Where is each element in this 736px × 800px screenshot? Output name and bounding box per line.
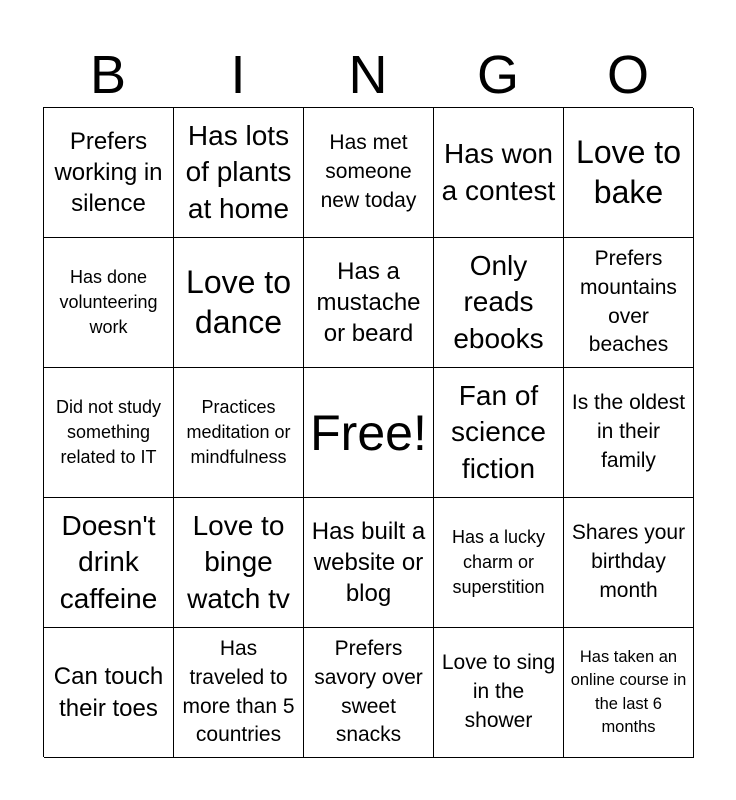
- bingo-cell[interactable]: [44, 498, 174, 628]
- cell-text: Has met someone new today: [320, 131, 417, 212]
- bingo-cell[interactable]: [44, 368, 174, 498]
- bingo-cell[interactable]: [564, 238, 694, 368]
- bingo-cell[interactable]: [564, 628, 694, 758]
- bingo-cell[interactable]: [564, 368, 694, 498]
- bingo-cell[interactable]: [564, 108, 694, 238]
- bingo-header: [43, 42, 693, 108]
- cell-text: Love to binge watch tv: [187, 509, 290, 614]
- bingo-cell[interactable]: [434, 368, 564, 498]
- bingo-cell[interactable]: [174, 498, 304, 628]
- cell-text: Love to sing in the shower: [441, 651, 556, 732]
- bingo-cell[interactable]: [304, 628, 434, 758]
- cell-text: Shares your birthday month: [571, 521, 686, 602]
- bingo-cell[interactable]: [304, 108, 434, 238]
- header-letter-g: G: [476, 45, 519, 105]
- bingo-grid: [43, 107, 693, 757]
- header-letter-o: O: [606, 45, 649, 105]
- bingo-cell[interactable]: [174, 238, 304, 368]
- bingo-cell[interactable]: [564, 498, 694, 628]
- bingo-free-cell[interactable]: [304, 368, 434, 498]
- header-letter-i: I: [230, 45, 246, 105]
- bingo-cell[interactable]: [434, 498, 564, 628]
- cell-text: Only reads ebooks: [453, 249, 544, 354]
- cell-text: Practices meditation or mindfulness: [186, 397, 291, 467]
- bingo-cell[interactable]: [174, 628, 304, 758]
- cell-text: Has done volunteering work: [59, 267, 158, 337]
- cell-text: Has a mustache or beard: [316, 257, 421, 348]
- cell-text: Doesn't drink caffeine: [59, 509, 158, 614]
- cell-text: Is the oldest in their family: [571, 391, 686, 472]
- cell-text: Love to bake: [576, 134, 681, 210]
- bingo-cell[interactable]: [304, 498, 434, 628]
- cell-text: Can touch their toes: [53, 663, 164, 722]
- bingo-cell[interactable]: [44, 628, 174, 758]
- cell-text: Has lots of plants at home: [185, 119, 292, 224]
- cell-text: Has built a website or blog: [311, 517, 426, 608]
- cell-text: Free!: [310, 404, 427, 461]
- bingo-cell[interactable]: [434, 108, 564, 238]
- cell-text: Has taken an online course in the last 6 months: [570, 648, 687, 736]
- cell-text: Did not study something related to IT: [55, 397, 162, 467]
- bingo-cell[interactable]: [304, 238, 434, 368]
- cell-text: Prefers mountains over beaches: [580, 246, 677, 357]
- bingo-cell[interactable]: [174, 108, 304, 238]
- bingo-cell[interactable]: [434, 238, 564, 368]
- cell-text: Fan of science fiction: [451, 379, 546, 484]
- cell-text: Love to dance: [186, 264, 291, 340]
- cell-text: Has a lucky charm or superstition: [451, 527, 546, 597]
- header-letter-n: N: [348, 45, 388, 105]
- header-letter-b: B: [89, 45, 127, 105]
- bingo-cell[interactable]: [174, 368, 304, 498]
- cell-text: Prefers working in silence: [54, 127, 163, 218]
- cell-text: Prefers savory over sweet snacks: [314, 636, 423, 747]
- bingo-cell[interactable]: [44, 108, 174, 238]
- cell-text: Has won a contest: [441, 138, 556, 206]
- bingo-cell[interactable]: [434, 628, 564, 758]
- cell-text: Has traveled to more than 5 countries: [182, 636, 295, 747]
- bingo-cell[interactable]: [44, 238, 174, 368]
